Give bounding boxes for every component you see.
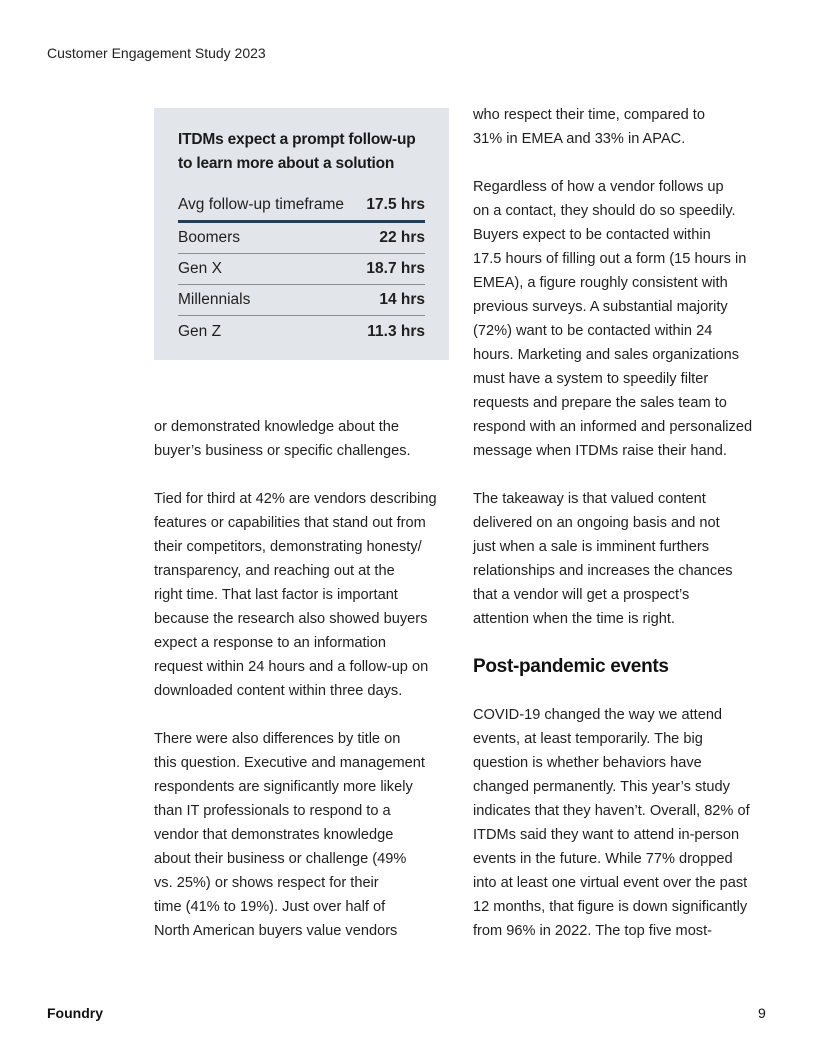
text-line: requests and prepare the sales team to xyxy=(473,395,727,411)
text-line: than IT professionals to respond to a xyxy=(154,803,391,819)
row-label: Gen X xyxy=(178,260,222,277)
text-line: respondents are significantly more likely xyxy=(154,779,413,795)
right-paragraph-2 xyxy=(473,175,783,463)
text-line: right time. That last factor is important xyxy=(154,587,398,603)
text-line: hours. Marketing and sales organizations xyxy=(473,347,740,363)
text-line: features or capabilities that stand out from xyxy=(154,515,426,531)
footer-brand-logo: Foundry xyxy=(47,1005,103,1021)
follow-up-timeframe-box xyxy=(154,108,449,360)
text-line: their competitors, demonstrating honesty/ xyxy=(154,539,422,555)
row-value: 22 hrs xyxy=(379,229,425,246)
left-paragraph-3 xyxy=(154,727,454,943)
box-title-line: ITDMs expect a prompt follow-up xyxy=(178,131,416,148)
text-line: COVID-19 changed the way we attend xyxy=(473,707,723,723)
row-value: 11.3 hrs xyxy=(367,322,425,340)
text-line: EMEA), a figure roughly consistent with xyxy=(473,275,728,291)
row-value: 18.7 hrs xyxy=(366,260,425,277)
table-row-average xyxy=(178,190,425,223)
text-line: indicates that they haven’t. Overall, 82% of xyxy=(473,803,750,819)
table-row xyxy=(178,285,425,316)
text-line: The takeaway is that valued content xyxy=(473,491,706,507)
table-row xyxy=(178,223,425,254)
text-line: into at least one virtual event over the past xyxy=(473,875,748,891)
text-line: because the research also showed buyers xyxy=(154,611,428,627)
text-line: expect a response to an information xyxy=(154,635,387,651)
text-line: delivered on an ongoing basis and not xyxy=(473,515,720,531)
page-number: 9 xyxy=(758,1005,766,1021)
text-line: time (41% to 19%). Just over half of xyxy=(154,899,386,915)
row-label: Avg follow-up timeframe xyxy=(178,196,344,213)
text-line: North American buyers value vendors xyxy=(154,923,398,939)
text-line: question is whether behaviors have xyxy=(473,755,702,771)
text-line: transparency, and reaching out at the xyxy=(154,563,395,579)
row-label: Gen Z xyxy=(178,322,222,340)
right-paragraph-1 xyxy=(473,103,783,151)
box-title-line: to learn more about a solution xyxy=(178,155,395,172)
right-column xyxy=(473,103,783,967)
left-paragraph-1 xyxy=(154,415,454,463)
text-line: ITDMs said they want to attend in-person xyxy=(473,827,740,843)
text-line: message when ITDMs raise their hand. xyxy=(473,443,727,459)
text-line: just when a sale is imminent furthers xyxy=(473,539,710,555)
text-line: attention when the time is right. xyxy=(473,611,675,627)
text-line: vendor that demonstrates knowledge xyxy=(154,827,394,843)
text-line: on a contact, they should do so speedily. xyxy=(473,203,736,219)
section-heading: Post-pandemic events xyxy=(473,656,669,677)
text-line: or demonstrated knowledge about the xyxy=(154,419,400,435)
row-label: Boomers xyxy=(178,229,241,246)
row-label: Millennials xyxy=(178,291,251,308)
text-line: (72%) want to be contacted within 24 xyxy=(473,323,713,339)
text-line: events in the future. While 77% dropped xyxy=(473,851,733,867)
text-line: Regardless of how a vendor follows up xyxy=(473,179,724,195)
text-line: from 96% in 2022. The top five most- xyxy=(473,923,713,939)
text-line: previous surveys. A substantial majority xyxy=(473,299,728,315)
text-line: who respect their time, compared to xyxy=(473,107,705,123)
text-line: relationships and increases the chances xyxy=(473,563,733,579)
follow-up-table xyxy=(178,190,425,347)
text-line: downloaded content within three days. xyxy=(154,683,403,699)
right-paragraph-3 xyxy=(473,487,783,631)
text-line: 12 months, that figure is down significantly xyxy=(473,899,748,915)
table-row xyxy=(178,254,425,285)
text-line: request within 24 hours and a follow-up on xyxy=(154,659,429,675)
text-line: 17.5 hours of filling out a form (15 hours in xyxy=(473,251,747,267)
text-line: Tied for third at 42% are vendors describing xyxy=(154,491,437,507)
left-column xyxy=(154,415,454,967)
text-line: events, at least temporarily. The big xyxy=(473,731,703,747)
text-line: changed permanently. This year’s study xyxy=(473,779,730,795)
text-line: about their business or challenge (49% xyxy=(154,851,407,867)
text-line: Buyers expect to be contacted within xyxy=(473,227,711,243)
text-line: 31% in EMEA and 33% in APAC. xyxy=(473,131,686,147)
text-line: must have a system to speedily filter xyxy=(473,371,709,387)
box-title xyxy=(178,128,425,176)
table-row xyxy=(178,316,425,347)
document-header-title: Customer Engagement Study 2023 xyxy=(47,45,266,61)
row-value: 14 hrs xyxy=(379,291,425,308)
text-line: that a vendor will get a prospect’s xyxy=(473,587,690,603)
text-line: this question. Executive and management xyxy=(154,755,425,771)
left-paragraph-2 xyxy=(154,487,454,703)
text-line: There were also differences by title on xyxy=(154,731,401,747)
text-line: buyer’s business or specific challenges. xyxy=(154,443,411,459)
right-paragraph-4 xyxy=(473,703,783,943)
row-value: 17.5 hrs xyxy=(366,196,425,213)
text-line: respond with an informed and personalized xyxy=(473,419,753,435)
text-line: vs. 25%) or shows respect for their xyxy=(154,875,379,891)
